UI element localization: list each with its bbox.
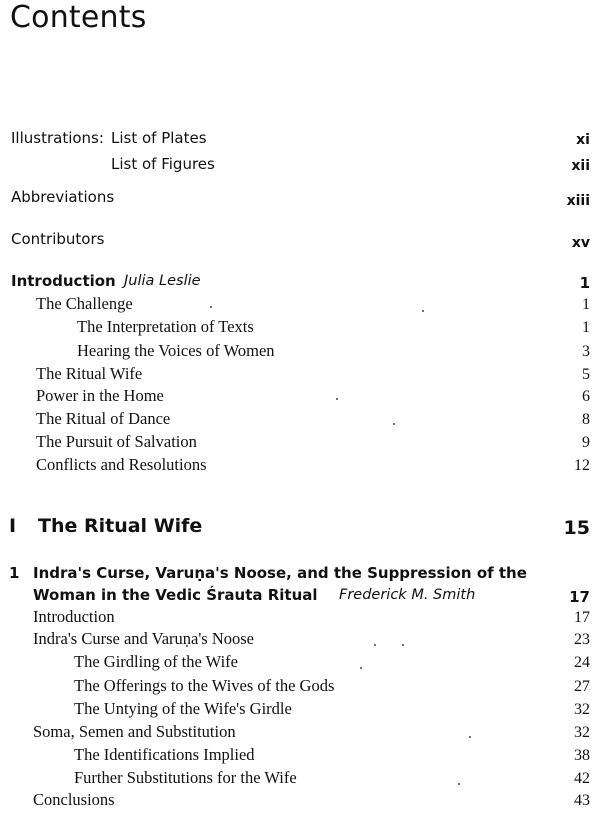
toc-label-list-of-figures: List of Figures bbox=[111, 155, 215, 173]
scan-speck bbox=[210, 306, 212, 308]
toc-entry-subsection[interactable] bbox=[0, 699, 600, 721]
toc-page-number: 1 bbox=[582, 319, 590, 336]
toc-entry-subsection[interactable] bbox=[0, 652, 600, 674]
toc-entry-abbreviations[interactable] bbox=[0, 188, 600, 210]
toc-page-number: 43 bbox=[574, 792, 590, 809]
toc-section-label: Further Substitutions for the Wife bbox=[74, 768, 297, 787]
toc-entry-section[interactable] bbox=[0, 722, 600, 744]
toc-page-number: xiii bbox=[566, 193, 590, 209]
toc-page-number: xii bbox=[571, 158, 590, 174]
toc-section-label: Indra's Curse and Varuṇa's Noose bbox=[33, 629, 255, 648]
toc-page-number: 6 bbox=[582, 388, 590, 405]
toc-part-heading[interactable] bbox=[0, 515, 600, 543]
scan-speck bbox=[402, 644, 404, 646]
toc-page-number: xv bbox=[571, 235, 590, 251]
toc-page-number: 17 bbox=[574, 609, 590, 626]
toc-entry-section[interactable] bbox=[0, 409, 600, 431]
toc-page-number: 12 bbox=[574, 457, 590, 474]
chapter-number: 1 bbox=[9, 564, 20, 582]
toc-section-label: The Ritual of Dance bbox=[36, 409, 171, 428]
toc-author: Frederick M. Smith bbox=[339, 587, 476, 603]
toc-section-label: The Interpretation of Texts bbox=[77, 317, 254, 336]
toc-entry-subsection[interactable] bbox=[0, 341, 600, 363]
toc-section-label: The Challenge bbox=[36, 294, 133, 313]
scan-speck bbox=[374, 644, 376, 646]
part-number: I bbox=[9, 515, 17, 537]
toc-entry-introduction[interactable] bbox=[0, 272, 600, 294]
toc-section-label: Hearing the Voices of Women bbox=[77, 341, 275, 360]
toc-section-label: The Pursuit of Salvation bbox=[36, 432, 197, 451]
toc-page-number: 17 bbox=[569, 588, 590, 606]
toc-entry-subsection[interactable] bbox=[0, 768, 600, 790]
toc-section-label: The Girdling of the Wife bbox=[74, 652, 238, 671]
toc-page-number: 32 bbox=[574, 724, 590, 741]
toc-entry-subsection[interactable] bbox=[0, 317, 600, 339]
toc-section-label: Conclusions bbox=[33, 790, 115, 809]
toc-entry-section[interactable] bbox=[0, 607, 600, 629]
toc-page-number: 23 bbox=[574, 631, 590, 648]
toc-entry-section[interactable] bbox=[0, 629, 600, 651]
toc-entry-list-of-plates[interactable] bbox=[0, 129, 600, 151]
toc-author: Julia Leslie bbox=[124, 273, 201, 289]
toc-label-illustrations: Illustrations: bbox=[11, 129, 104, 147]
toc-entry-section[interactable] bbox=[0, 432, 600, 454]
toc-entry-section[interactable] bbox=[0, 294, 600, 316]
toc-page-number: 1 bbox=[579, 274, 590, 292]
toc-page-number: 5 bbox=[582, 366, 590, 383]
toc-page-number: 42 bbox=[574, 770, 590, 787]
toc-page-number: 8 bbox=[582, 411, 590, 428]
toc-entry-list-of-figures[interactable] bbox=[0, 155, 600, 177]
toc-entry-subsection[interactable] bbox=[0, 676, 600, 698]
scan-speck bbox=[422, 310, 424, 312]
toc-entry-subsection[interactable] bbox=[0, 745, 600, 767]
toc-entry-section[interactable] bbox=[0, 790, 600, 812]
toc-page-number: 3 bbox=[582, 343, 590, 360]
scan-speck bbox=[393, 423, 395, 425]
toc-section-label: Power in the Home bbox=[36, 386, 164, 405]
toc-page-number: 24 bbox=[574, 654, 590, 671]
toc-section-label: Introduction bbox=[33, 607, 115, 626]
toc-page-number: 27 bbox=[574, 678, 590, 695]
scan-speck bbox=[360, 667, 362, 669]
toc-chapter-entry[interactable] bbox=[0, 564, 600, 608]
page-title: Contents bbox=[10, 0, 147, 35]
toc-entry-section[interactable] bbox=[0, 455, 600, 477]
toc-entry-section[interactable] bbox=[0, 364, 600, 386]
toc-label-list-of-plates: List of Plates bbox=[111, 129, 207, 147]
toc-page-number: 1 bbox=[582, 296, 590, 313]
toc-section-label: The Identifications Implied bbox=[74, 745, 255, 764]
toc-section-label: Soma, Semen and Substitution bbox=[33, 722, 236, 741]
toc-page-number: 32 bbox=[574, 701, 590, 718]
toc-section-label: Conflicts and Resolutions bbox=[36, 455, 207, 474]
toc-section-label: The Untying of the Wife's Girdle bbox=[74, 699, 292, 718]
toc-label-abbreviations: Abbreviations bbox=[11, 188, 115, 206]
scan-speck bbox=[336, 398, 338, 400]
toc-entry-contributors[interactable] bbox=[0, 230, 600, 252]
scan-speck bbox=[469, 736, 471, 738]
chapter-title-line1: Indra's Curse, Varuṇa's Noose, and the Suppression of the bbox=[33, 564, 527, 582]
toc-label-contributors: Contributors bbox=[11, 230, 105, 248]
part-title: The Ritual Wife bbox=[38, 515, 203, 537]
toc-page-number: 38 bbox=[574, 747, 590, 764]
toc-label-introduction: Introduction bbox=[11, 272, 116, 290]
toc-page-number: xi bbox=[576, 132, 590, 148]
toc-section-label: The Offerings to the Wives of the Gods bbox=[74, 676, 335, 695]
toc-entry-section[interactable] bbox=[0, 386, 600, 408]
scan-speck bbox=[458, 783, 460, 785]
chapter-title-line2: Woman in the Vedic Śrauta Ritual bbox=[33, 586, 318, 604]
toc-section-label: The Ritual Wife bbox=[36, 364, 143, 383]
toc-page-number: 15 bbox=[563, 517, 590, 539]
toc-page-number: 9 bbox=[582, 434, 590, 451]
